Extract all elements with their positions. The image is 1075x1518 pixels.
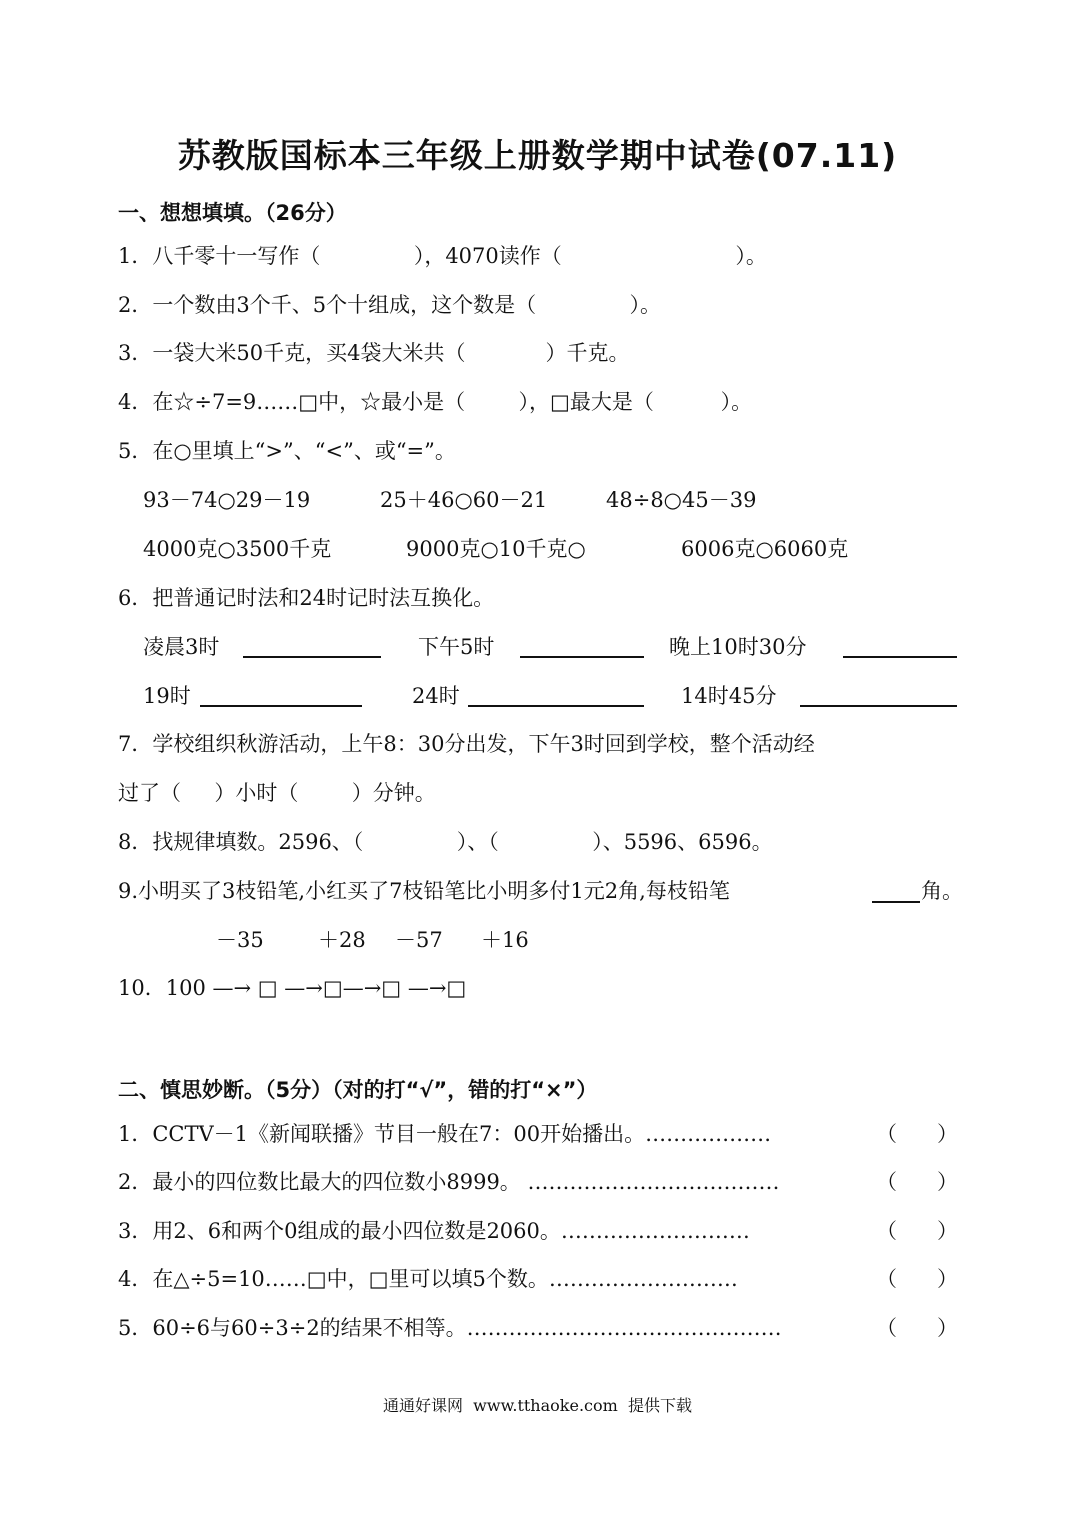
- judgment-text: 3．用2、6和两个0组成的最小四位数是2060。………………………: [118, 1219, 750, 1243]
- question-7: 7．学校组织秋游活动，上午8：30分出发，下午3时回到学校，整个活动经: [118, 732, 815, 756]
- answer-blank[interactable]: [872, 901, 920, 903]
- question-10: 10．100 —→ □ —→□—→□ —→□: [118, 976, 467, 1000]
- question-6: 6．把普通记时法和24时记时法互换化。: [118, 586, 495, 610]
- answer-blank[interactable]: [468, 705, 644, 707]
- answer-blank[interactable]: [200, 705, 362, 707]
- footer-credit: 通通好课网 www.tthaoke.com 提供下载: [383, 1396, 692, 1415]
- judgment-item: [118, 1318, 958, 1342]
- answer-blank[interactable]: [520, 656, 644, 658]
- compare-item: 25＋46○60－21: [380, 488, 548, 512]
- answer-blank[interactable]: [843, 656, 957, 658]
- operation-label: ＋16: [481, 928, 529, 952]
- compare-item: 93－74○29－19: [143, 488, 311, 512]
- compare-item: 9000克○10千克○: [406, 537, 586, 561]
- judgment-item: [118, 1124, 958, 1148]
- compare-item: 4000克○3500千克: [143, 537, 332, 561]
- time-label: 14时45分: [681, 684, 777, 708]
- question-9-unit: 角。: [921, 879, 963, 903]
- judgment-item: [118, 1269, 958, 1293]
- section-1-heading: 一、想想填填。（26分）: [118, 201, 347, 225]
- page-title: 苏教版国标本三年级上册数学期中试卷(07.11): [177, 136, 898, 175]
- judgment-text: 1．CCTV－1《新闻联播》节目一般在7：00开始播出。………………: [118, 1122, 772, 1146]
- question-5: 5．在○里填上“>”、“<”、或“=”。: [118, 439, 456, 463]
- section-2-heading: 二、慎思妙断。（5分）（对的打“√”，错的打“×”）: [118, 1078, 598, 1102]
- answer-blank[interactable]: [800, 705, 957, 707]
- answer-parentheses[interactable]: （ ）: [875, 1219, 958, 1243]
- judgment-text: 5．60÷6与60÷3÷2的结果不相等。………………………………………: [118, 1316, 782, 1340]
- question-9: 9.小明买了3枝铅笔,小红买了7枝铅笔比小明多付1元2角,每枝铅笔: [118, 879, 730, 903]
- time-label: 24时: [412, 684, 460, 708]
- operation-label: －57: [395, 928, 443, 952]
- question-8: 8．找规律填数。2596、（ ）、（ ）、5596、6596。: [118, 830, 773, 854]
- judgment-item: [118, 1221, 958, 1245]
- operation-label: －35: [216, 928, 264, 952]
- answer-parentheses[interactable]: （ ）: [875, 1267, 958, 1291]
- question-3: 3．一袋大米50千克，买4袋大米共（ ）千克。: [118, 341, 630, 365]
- time-label: 下午5时: [418, 635, 495, 659]
- question-2: 2．一个数由3个千、5个十组成，这个数是（ ）。: [118, 293, 662, 317]
- judgment-text: 2．最小的四位数比最大的四位数小8999。 ………………………………: [118, 1170, 780, 1194]
- time-label: 晚上10时30分: [669, 635, 807, 659]
- operation-label: ＋28: [318, 928, 366, 952]
- question-4: 4．在☆÷7=9……□中，☆最小是（ ），□最大是（ ）。: [118, 390, 753, 414]
- judgment-text: 4．在△÷5=10……□中，□里可以填5个数。………………………: [118, 1267, 738, 1291]
- question-7-continued: 过了（ ）小时（ ）分钟。: [118, 781, 436, 805]
- answer-blank[interactable]: [243, 656, 381, 658]
- compare-item: 48÷8○45－39: [606, 488, 757, 512]
- question-1: 1．八千零十一写作（ ），4070读作（ ）。: [118, 244, 767, 268]
- time-label: 19时: [143, 684, 191, 708]
- answer-parentheses[interactable]: （ ）: [875, 1170, 958, 1194]
- answer-parentheses[interactable]: （ ）: [875, 1122, 958, 1146]
- time-label: 凌晨3时: [143, 635, 220, 659]
- compare-item: 6006克○6060克: [681, 537, 849, 561]
- judgment-item: [118, 1172, 958, 1196]
- answer-parentheses[interactable]: （ ）: [875, 1316, 958, 1340]
